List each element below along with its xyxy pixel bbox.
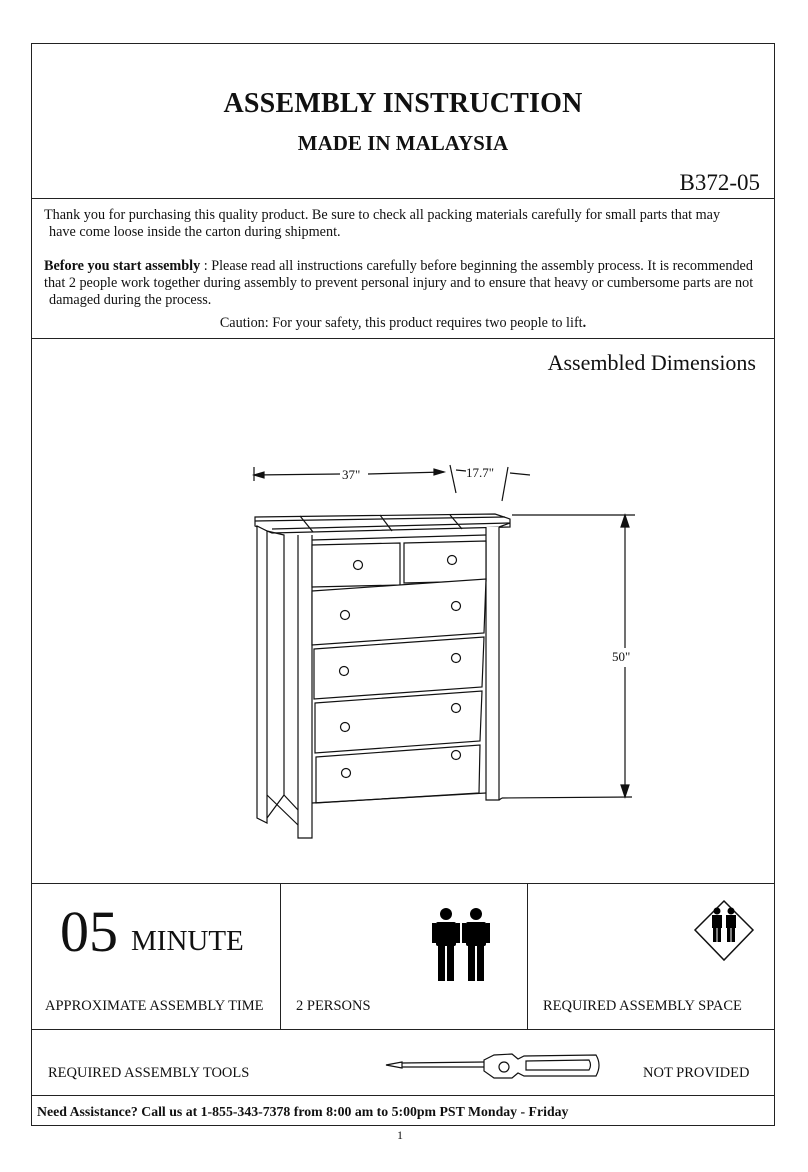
height-arrow-top xyxy=(621,515,629,527)
top-drawer-left xyxy=(312,543,400,587)
before-assembly-paragraph xyxy=(44,258,772,309)
depth-line-right xyxy=(510,473,530,475)
tools-label: REQUIRED ASSEMBLY TOOLS xyxy=(48,1065,250,1081)
chest-drawing xyxy=(240,455,640,845)
assembly-space-label: REQUIRED ASSEMBLY SPACE xyxy=(543,998,742,1014)
caution-text xyxy=(31,315,775,332)
divider-col2 xyxy=(527,883,528,1029)
height-label: 50" xyxy=(612,649,631,664)
depth-line-left xyxy=(456,470,466,471)
before-assembly-text-2: that 2 people work together during assembly to prevent personal injury and to ensure that heavy or cumbersome parts are not xyxy=(44,275,754,291)
before-assembly-heading: Before you start assembly xyxy=(44,258,201,274)
height-arrow-bottom xyxy=(621,785,629,797)
assembly-space-icon xyxy=(692,898,756,964)
page-number: 1 xyxy=(397,1128,403,1142)
screwdriver-icon xyxy=(384,1049,604,1085)
dimensions-heading: Assembled Dimensions xyxy=(547,350,756,375)
caution-message: Caution: For your safety, this product requires two people to lift xyxy=(219,315,583,331)
intro-line-2: have come loose inside the carton during shipment. xyxy=(49,224,341,240)
depth-label: 17.7" xyxy=(466,465,495,480)
page-title: ASSEMBLY INSTRUCTION xyxy=(223,88,583,119)
divider-intro xyxy=(31,338,775,339)
two-persons-icon xyxy=(432,907,492,983)
width-line-left xyxy=(254,474,340,475)
height-ext-bottom xyxy=(502,797,632,798)
before-assembly-text-1: : Please read all instructions carefully before beginning the assembly process. It is recommended xyxy=(200,258,753,274)
top-drawer-right xyxy=(404,541,486,583)
drawer-3 xyxy=(314,637,484,699)
intro-line-1: Thank you for purchasing this quality product. Be sure to check all packing materials carefully for small parts that may xyxy=(44,207,721,223)
persons-label: 2 PERSONS xyxy=(296,998,371,1014)
before-assembly-text-3: damaged during the process. xyxy=(49,292,212,308)
drawer-4 xyxy=(315,691,482,753)
width-arrow-right xyxy=(434,469,444,475)
depth-ext-left xyxy=(450,465,456,493)
intro-paragraph xyxy=(44,207,770,241)
divider-header xyxy=(31,198,775,199)
page-subtitle: MADE IN MALAYSIA xyxy=(297,131,509,155)
divider-info xyxy=(31,1029,775,1030)
model-number: B372-05 xyxy=(679,170,760,195)
divider-dimensions xyxy=(31,883,775,884)
front-left-post xyxy=(298,535,312,838)
divider-tools xyxy=(31,1095,775,1096)
assembly-time-unit: MINUTE xyxy=(131,925,244,957)
width-line-right xyxy=(368,472,444,474)
caution-period: . xyxy=(582,315,587,331)
left-back-post xyxy=(257,526,267,823)
depth-ext-right xyxy=(502,467,508,501)
divider-col1 xyxy=(280,883,281,1029)
assembly-time-label: APPROXIMATE ASSEMBLY TIME xyxy=(45,998,264,1014)
width-arrow-left xyxy=(254,472,264,478)
assistance-text: Need Assistance? Call us at 1-855-343-7378 from 8:00 am to 5:00pm PST Monday - Friday xyxy=(37,1104,569,1119)
width-label: 37" xyxy=(342,467,361,482)
front-right-post xyxy=(486,527,499,800)
assembly-time-value: 05 xyxy=(60,899,118,964)
drawer-2 xyxy=(312,579,486,645)
tools-not-provided: NOT PROVIDED xyxy=(643,1065,750,1081)
